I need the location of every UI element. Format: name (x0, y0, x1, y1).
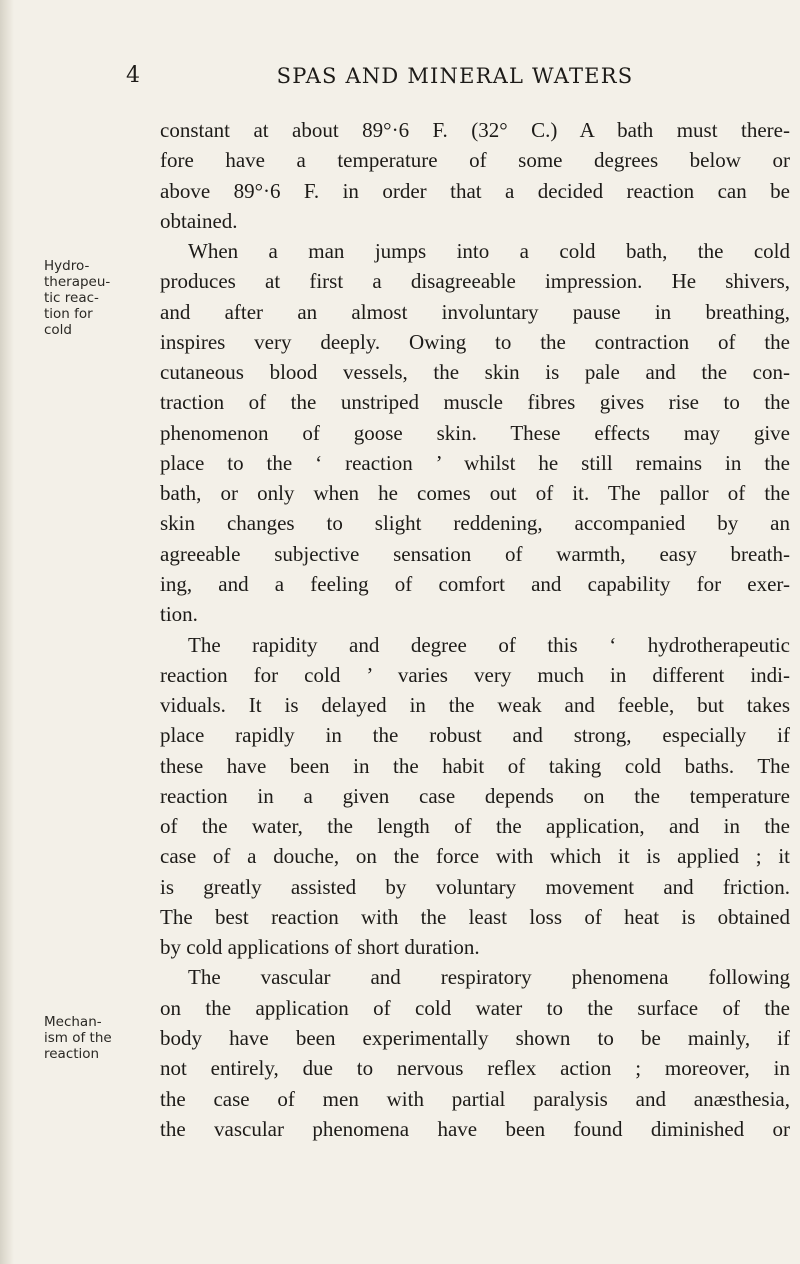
text-line: skin changes to slight reddening, accompanied by an (160, 511, 790, 536)
text-line: The rapidity and degree of this ‘ hydrotherapeutic (188, 632, 790, 657)
text-line: above 89°·6 F. in order that a decided reaction can be (160, 178, 790, 203)
text-line: body have been experimentally shown to be mainly, if (160, 1025, 790, 1050)
text-line: When a man jumps into a cold bath, the cold (188, 239, 790, 264)
text-line: reaction for cold ’ varies very much in different indi- (160, 662, 790, 687)
margin-note-line: tic reac- (44, 290, 99, 306)
text-line: not entirely, due to nervous reflex action ; moreover, in (160, 1056, 790, 1081)
text-line: bath, or only when he comes out of it. The pallor of the (160, 481, 790, 506)
margin-note-mechanism-of-reaction (44, 1014, 122, 1062)
text-line: case of a douche, on the force with which it is applied ; it (160, 844, 790, 869)
text-line: the vascular phenomena have been found diminished or (160, 1116, 790, 1141)
text-line: and after an almost involuntary pause in breathing, (160, 299, 790, 324)
running-title: SPAS AND MINERAL WATERS (276, 64, 634, 88)
text-line: obtained. (160, 208, 238, 233)
text-line: The vascular and respiratory phenomena following (188, 965, 790, 990)
text-line: phenomenon of goose skin. These effects may give (160, 420, 790, 445)
text-line: viduals. It is delayed in the weak and feeble, but takes (160, 693, 790, 718)
text-line: The best reaction with the least loss of heat is obtained (160, 904, 790, 929)
page-header (120, 62, 790, 92)
text-line: ing, and a feeling of comfort and capability for exer- (160, 571, 790, 596)
text-line: fore have a temperature of some degrees below or (160, 148, 790, 173)
text-line: constant at about 89°·6 F. (32° C.) A bath must there- (160, 118, 790, 142)
margin-note-line: tion for (44, 306, 93, 322)
page-number: 4 (126, 63, 140, 88)
text-line: place rapidly in the robust and strong, especially if (160, 723, 790, 748)
margin-note-line: therapeu- (44, 274, 111, 290)
text-line: reaction in a given case depends on the temperature (160, 783, 790, 808)
text-line: tion. (160, 602, 198, 627)
text-line: of the water, the length of the application, and in the (160, 814, 790, 839)
margin-note-line: Mechan- (44, 1014, 102, 1030)
margin-note-hydrotherapeutic-reaction (44, 258, 122, 338)
text-line: these have been in the habit of taking cold baths. The (160, 753, 790, 778)
text-line: the case of men with partial paralysis and anæsthesia, (160, 1086, 790, 1111)
margin-note-line: Hydro- (44, 258, 90, 274)
text-line: agreeable subjective sensation of warmth, easy breath- (160, 541, 790, 566)
page-binding-edge (0, 0, 14, 1264)
text-line: is greatly assisted by voluntary movement and friction. (160, 874, 790, 899)
margin-note-line: ism of the (44, 1030, 112, 1046)
text-line: produces at first a disagreeable impression. He shivers, (160, 269, 790, 294)
text-line: inspires very deeply. Owing to the contraction of the (160, 329, 790, 354)
body-text (160, 115, 790, 1144)
text-line: traction of the unstriped muscle fibres gives rise to the (160, 390, 790, 415)
margin-note-line: cold (44, 322, 73, 338)
text-line: place to the ‘ reaction ’ whilst he still remains in the (160, 450, 790, 475)
text-line: on the application of cold water to the surface of the (160, 995, 790, 1020)
text-line: cutaneous blood vessels, the skin is pale and the con- (160, 360, 790, 385)
margin-note-line: reaction (44, 1046, 100, 1062)
text-line: by cold applications of short duration. (160, 935, 480, 960)
